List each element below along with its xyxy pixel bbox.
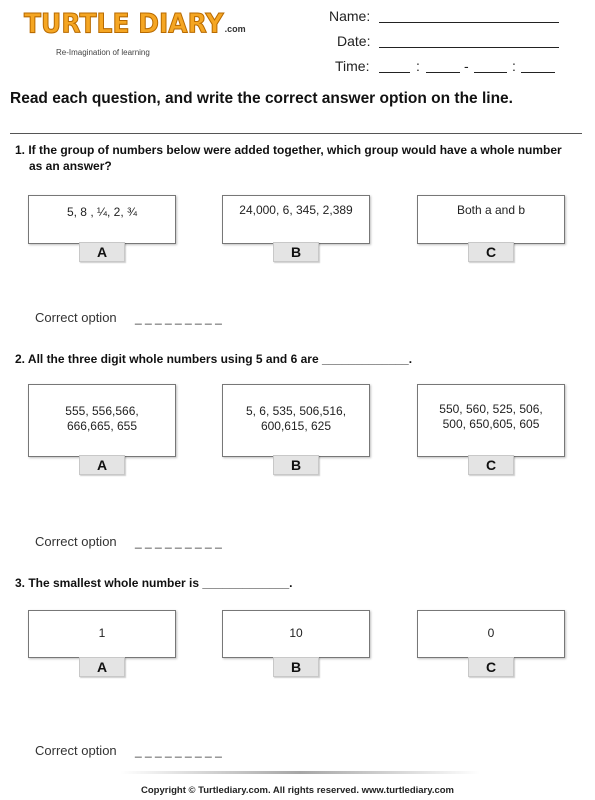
logo-dotcom: .com (224, 24, 246, 34)
time-dash: - (464, 58, 469, 74)
question-3-option-c-card[interactable] (417, 610, 565, 658)
question-3-correct-label: Correct option (35, 743, 117, 758)
option-text-line-2: 500, 650,605, 605 (442, 417, 540, 431)
logo-tagline: Re-Imagination of learning (56, 48, 150, 57)
date-field[interactable] (379, 33, 559, 48)
option-text-line-1: 5, 6, 535, 506,516, (245, 404, 347, 418)
question-1-option-b-card[interactable] (222, 195, 370, 244)
option-text-line-1: 550, 560, 525, 506, (439, 402, 543, 416)
footer-copyright: Copyright © Turtlediary.com. All rights reserved. www.turtlediary.com (141, 785, 454, 796)
option-text-line-2: 600,615, 625 (260, 419, 332, 433)
question-3-option-b-card[interactable] (222, 610, 370, 658)
name-field[interactable] (379, 8, 559, 23)
question-1-correct-label: Correct option (35, 310, 117, 325)
option-text: 10 (289, 626, 303, 640)
turtle-diary-logo (24, 9, 246, 38)
question-2-answer-blank[interactable]: _ _ _ _ _ _ _ _ _ (135, 535, 222, 549)
question-3-answer-blank[interactable]: _ _ _ _ _ _ _ _ _ (135, 744, 222, 758)
question-2-option-a-tab[interactable]: A (79, 455, 125, 475)
time-minutes-field[interactable] (426, 58, 460, 73)
time-end-hours-field[interactable] (474, 58, 507, 73)
option-text: 1 (98, 626, 106, 640)
time-label: Time: (335, 58, 370, 74)
name-label: Name: (329, 8, 371, 24)
instructions: Read each question, and write the correct answer option on the line. (10, 90, 513, 107)
question-2-text: 2. All the three digit whole numbers using 5 and 6 are _____________. (15, 352, 413, 366)
option-text: 24,000, 6, 345, 2,389 (239, 203, 353, 217)
time-colon-2: : (512, 58, 516, 74)
question-1-option-a-tab[interactable]: A (79, 242, 125, 262)
question-1-option-b-tab[interactable]: B (273, 242, 319, 262)
time-colon-1: : (416, 58, 420, 74)
footer-rule (120, 771, 480, 774)
question-1-option-c-tab[interactable]: C (468, 242, 514, 262)
option-text-line-2: 666,665, 655 (66, 419, 138, 433)
option-text-line-1: 555, 556,566, (65, 404, 139, 418)
question-2-option-b-card[interactable] (222, 384, 370, 457)
logo-text: TURTLE DIARY (24, 8, 224, 39)
time-hours-field[interactable] (379, 58, 410, 73)
question-2-option-c-card[interactable] (417, 384, 565, 457)
question-1-option-c-card[interactable] (417, 195, 565, 244)
question-2-option-a-card[interactable] (28, 384, 176, 457)
question-2-option-c-tab[interactable]: C (468, 455, 514, 475)
time-end-minutes-field[interactable] (521, 58, 555, 73)
question-2-correct-label: Correct option (35, 534, 117, 549)
question-3-option-a-card[interactable] (28, 610, 176, 658)
date-label: Date: (337, 33, 371, 49)
option-text: Both a and b (456, 203, 526, 217)
question-1-text: 1. If the group of numbers below were added together, which group would have a whole number as an answer? (15, 143, 562, 173)
question-1-option-a-card[interactable] (28, 195, 176, 244)
question-3-option-a-tab[interactable]: A (79, 657, 125, 677)
divider (10, 133, 582, 134)
option-text: 0 (487, 626, 495, 640)
option-text: 5, 8 , ¼, 2, ¾ (66, 205, 138, 219)
question-3-option-c-tab[interactable]: C (468, 657, 514, 677)
question-3-option-b-tab[interactable]: B (273, 657, 319, 677)
question-1-answer-blank[interactable]: _ _ _ _ _ _ _ _ _ (135, 311, 222, 325)
question-3-text: 3. The smallest whole number is _____________. (15, 576, 293, 590)
question-2-option-b-tab[interactable]: B (273, 455, 319, 475)
